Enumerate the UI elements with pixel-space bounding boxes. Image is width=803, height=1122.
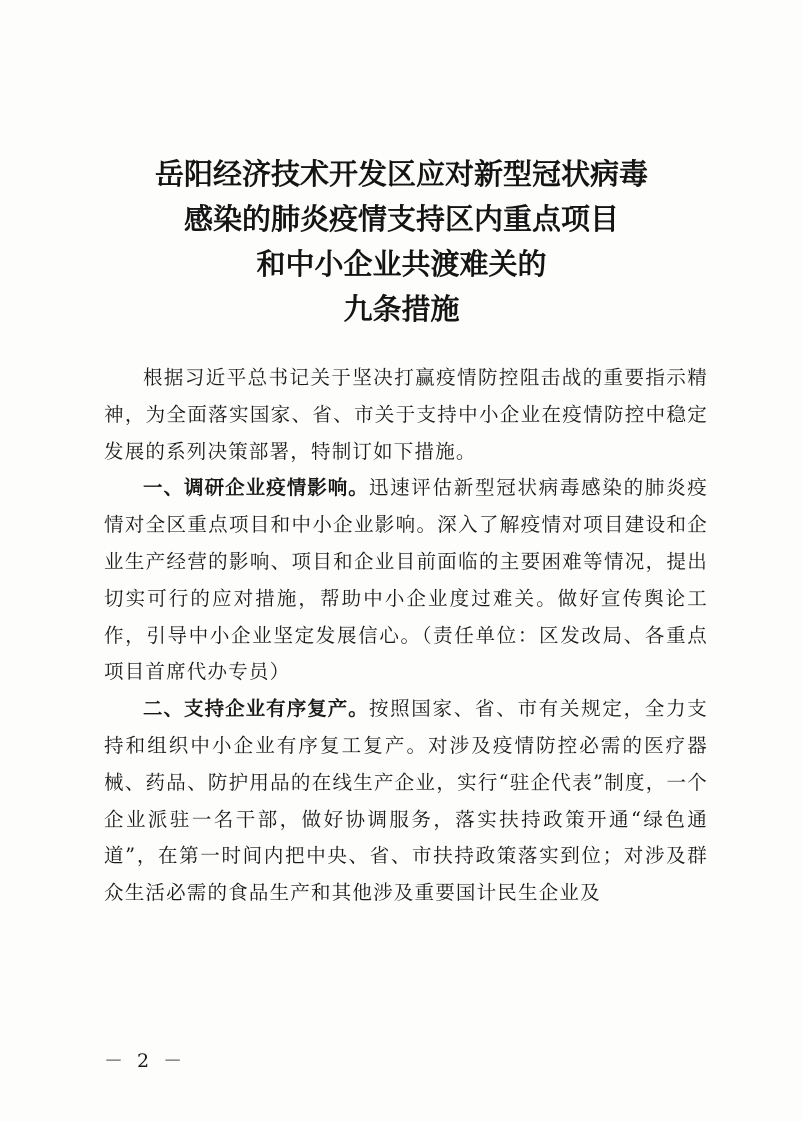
section-heading: 二、支持企业有序复产。 (143, 697, 369, 721)
section-text: 迅速评估新型冠状病毒感染的肺炎疫情对全区重点项目和中小企业影响。深入了解疫情对项目建设和企业生产经营的影响、项目和企业目前面临的主要困难等情况，提出切实可行的应对措施，帮助中小企业度过难关。做好宣传舆论工作，引导中小企业坚定发展信心。（责任单位：区发改局、各重点项目首席代办专员） (104, 476, 708, 684)
intro-paragraph: 根据习近平总书记关于坚决打赢疫情防控阻击战的重要指示精神，为全面落实国家、省、市关于支持中小企业在疫情防控中稳定发展的系列决策部署，特制订如下措施。 (104, 366, 708, 463)
section-paragraph (104, 691, 708, 912)
document-title (0, 152, 803, 332)
section-heading: 一、调研企业疫情影响。 (143, 476, 369, 500)
title-line: 感染的肺炎疫情支持区内重点项目 (183, 202, 619, 236)
title-line: 和中小企业共渡难关的 (256, 247, 547, 281)
page-number: － 2 － (104, 1050, 187, 1072)
title-line: 岳阳经济技术开发区应对新型冠状病毒 (154, 157, 648, 191)
section-text: 按照国家、省、市有关规定，全力支持和组织中小企业有序复工复产。对涉及疫情防控必需的医疗器械、药品、防护用品的在线生产企业，实行“驻企代表”制度，一个企业派驻一名干部，做好协调服务，落实扶持政策开通“绿色通道”，在第一时间内把中央、省、市扶持政策落实到位；对涉及群众生活必需的食品生产和其他涉及重要国计民生企业及 (104, 697, 708, 905)
title-line: 九条措施 (343, 292, 460, 326)
document-body (104, 360, 708, 912)
section-paragraph (104, 470, 708, 691)
